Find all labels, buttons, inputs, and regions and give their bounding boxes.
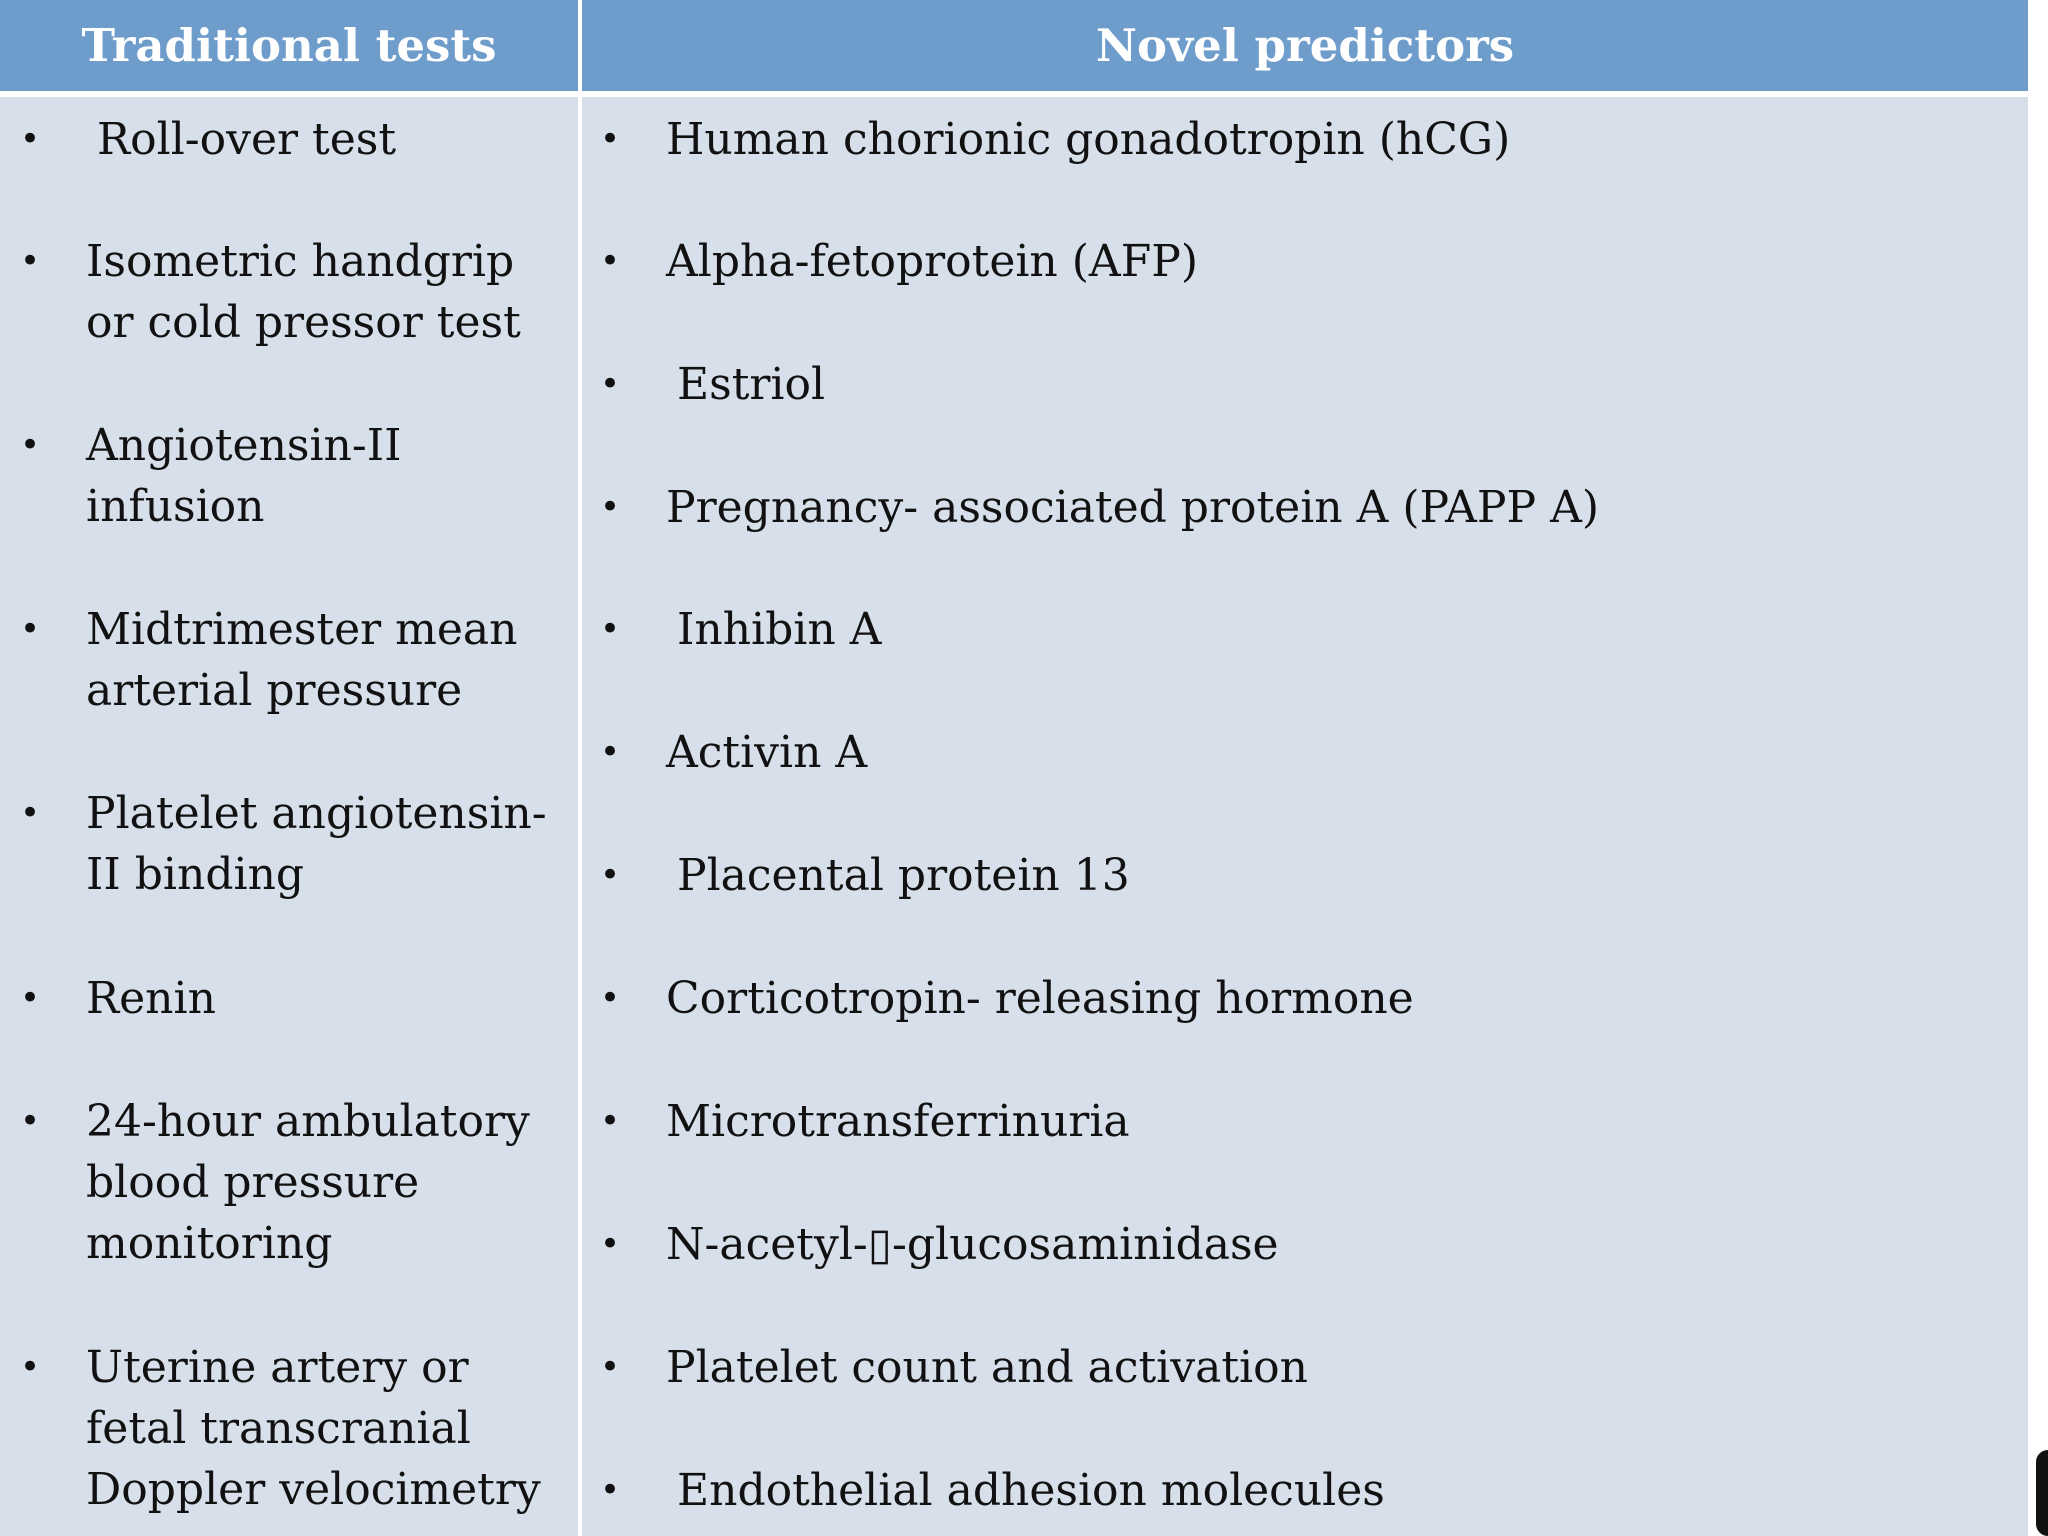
bullet-glyph: • bbox=[600, 978, 621, 1018]
bullet-glyph: • bbox=[20, 1101, 41, 1141]
column-novel-predictors bbox=[582, 0, 2028, 1536]
list-item-hcg: Human chorionic gonadotropin (hCG) bbox=[666, 114, 1511, 165]
header-traditional-tests: Traditional tests bbox=[0, 0, 578, 91]
list-item-angiotensin-infusion: Angiotensin-II infusion bbox=[86, 420, 402, 532]
list-item-afp: Alpha-fetoprotein (AFP) bbox=[666, 236, 1198, 287]
list-item-midtrimester-map: Midtrimester mean arterial pressure bbox=[86, 604, 518, 716]
list-item-activin-a: Activin A bbox=[666, 727, 868, 778]
list-item-estriol: Estriol bbox=[677, 359, 826, 410]
list-item-roll-over-test: Roll-over test bbox=[97, 114, 397, 165]
column-traditional-tests bbox=[0, 0, 578, 1536]
bullet-glyph: • bbox=[20, 241, 41, 281]
bullet-glyph: • bbox=[600, 364, 621, 404]
header-divider bbox=[0, 91, 2028, 97]
list-item-nag: N-acetyl-▯-glucosaminidase bbox=[666, 1219, 1279, 1270]
bullet-glyph: • bbox=[600, 855, 621, 895]
bullet-glyph: • bbox=[600, 732, 621, 772]
list-item-endothelial-adhesion: Endothelial adhesion molecules bbox=[677, 1465, 1385, 1516]
list-item-renin: Renin bbox=[86, 973, 216, 1024]
bullet-glyph: • bbox=[20, 793, 41, 833]
bullet-glyph: • bbox=[20, 119, 41, 159]
list-item-inhibin-a: Inhibin A bbox=[677, 604, 882, 655]
list-item-papp-a: Pregnancy- associated protein A (PAPP A) bbox=[666, 482, 1600, 533]
bullet-glyph: • bbox=[20, 1347, 41, 1387]
bullet-glyph: • bbox=[600, 1224, 621, 1264]
list-item-crh: Corticotropin- releasing hormone bbox=[666, 973, 1414, 1024]
bullet-glyph: • bbox=[600, 1347, 621, 1387]
column-divider bbox=[578, 0, 582, 1536]
bullet-glyph: • bbox=[600, 609, 621, 649]
bullet-glyph: • bbox=[20, 978, 41, 1018]
bullet-glyph: • bbox=[600, 119, 621, 159]
header-novel-predictors: Novel predictors bbox=[582, 0, 2028, 91]
bullet-glyph: • bbox=[600, 487, 621, 527]
list-item-ambulatory-bp: 24-hour ambulatory blood pressure monitoring bbox=[86, 1096, 530, 1269]
bullet-glyph: • bbox=[20, 425, 41, 465]
list-item-doppler-velocimetry: Uterine artery or fetal transcranial Doppler velocimetry bbox=[86, 1342, 541, 1515]
body-novel-predictors bbox=[582, 97, 2028, 1536]
list-item-platelet-count: Platelet count and activation bbox=[666, 1342, 1308, 1393]
bullet-glyph: • bbox=[600, 1101, 621, 1141]
bullet-glyph: • bbox=[600, 241, 621, 281]
edge-mark bbox=[2036, 1450, 2048, 1536]
bullet-glyph: • bbox=[600, 1470, 621, 1510]
list-item-pp13: Placental protein 13 bbox=[677, 850, 1130, 901]
bullet-glyph: • bbox=[20, 609, 41, 649]
list-item-microtransferrinuria: Microtransferrinuria bbox=[666, 1096, 1130, 1147]
list-item-isometric-handgrip: Isometric handgrip or cold pressor test bbox=[86, 236, 521, 348]
list-item-platelet-angiotensin: Platelet angiotensin- II binding bbox=[86, 788, 547, 900]
